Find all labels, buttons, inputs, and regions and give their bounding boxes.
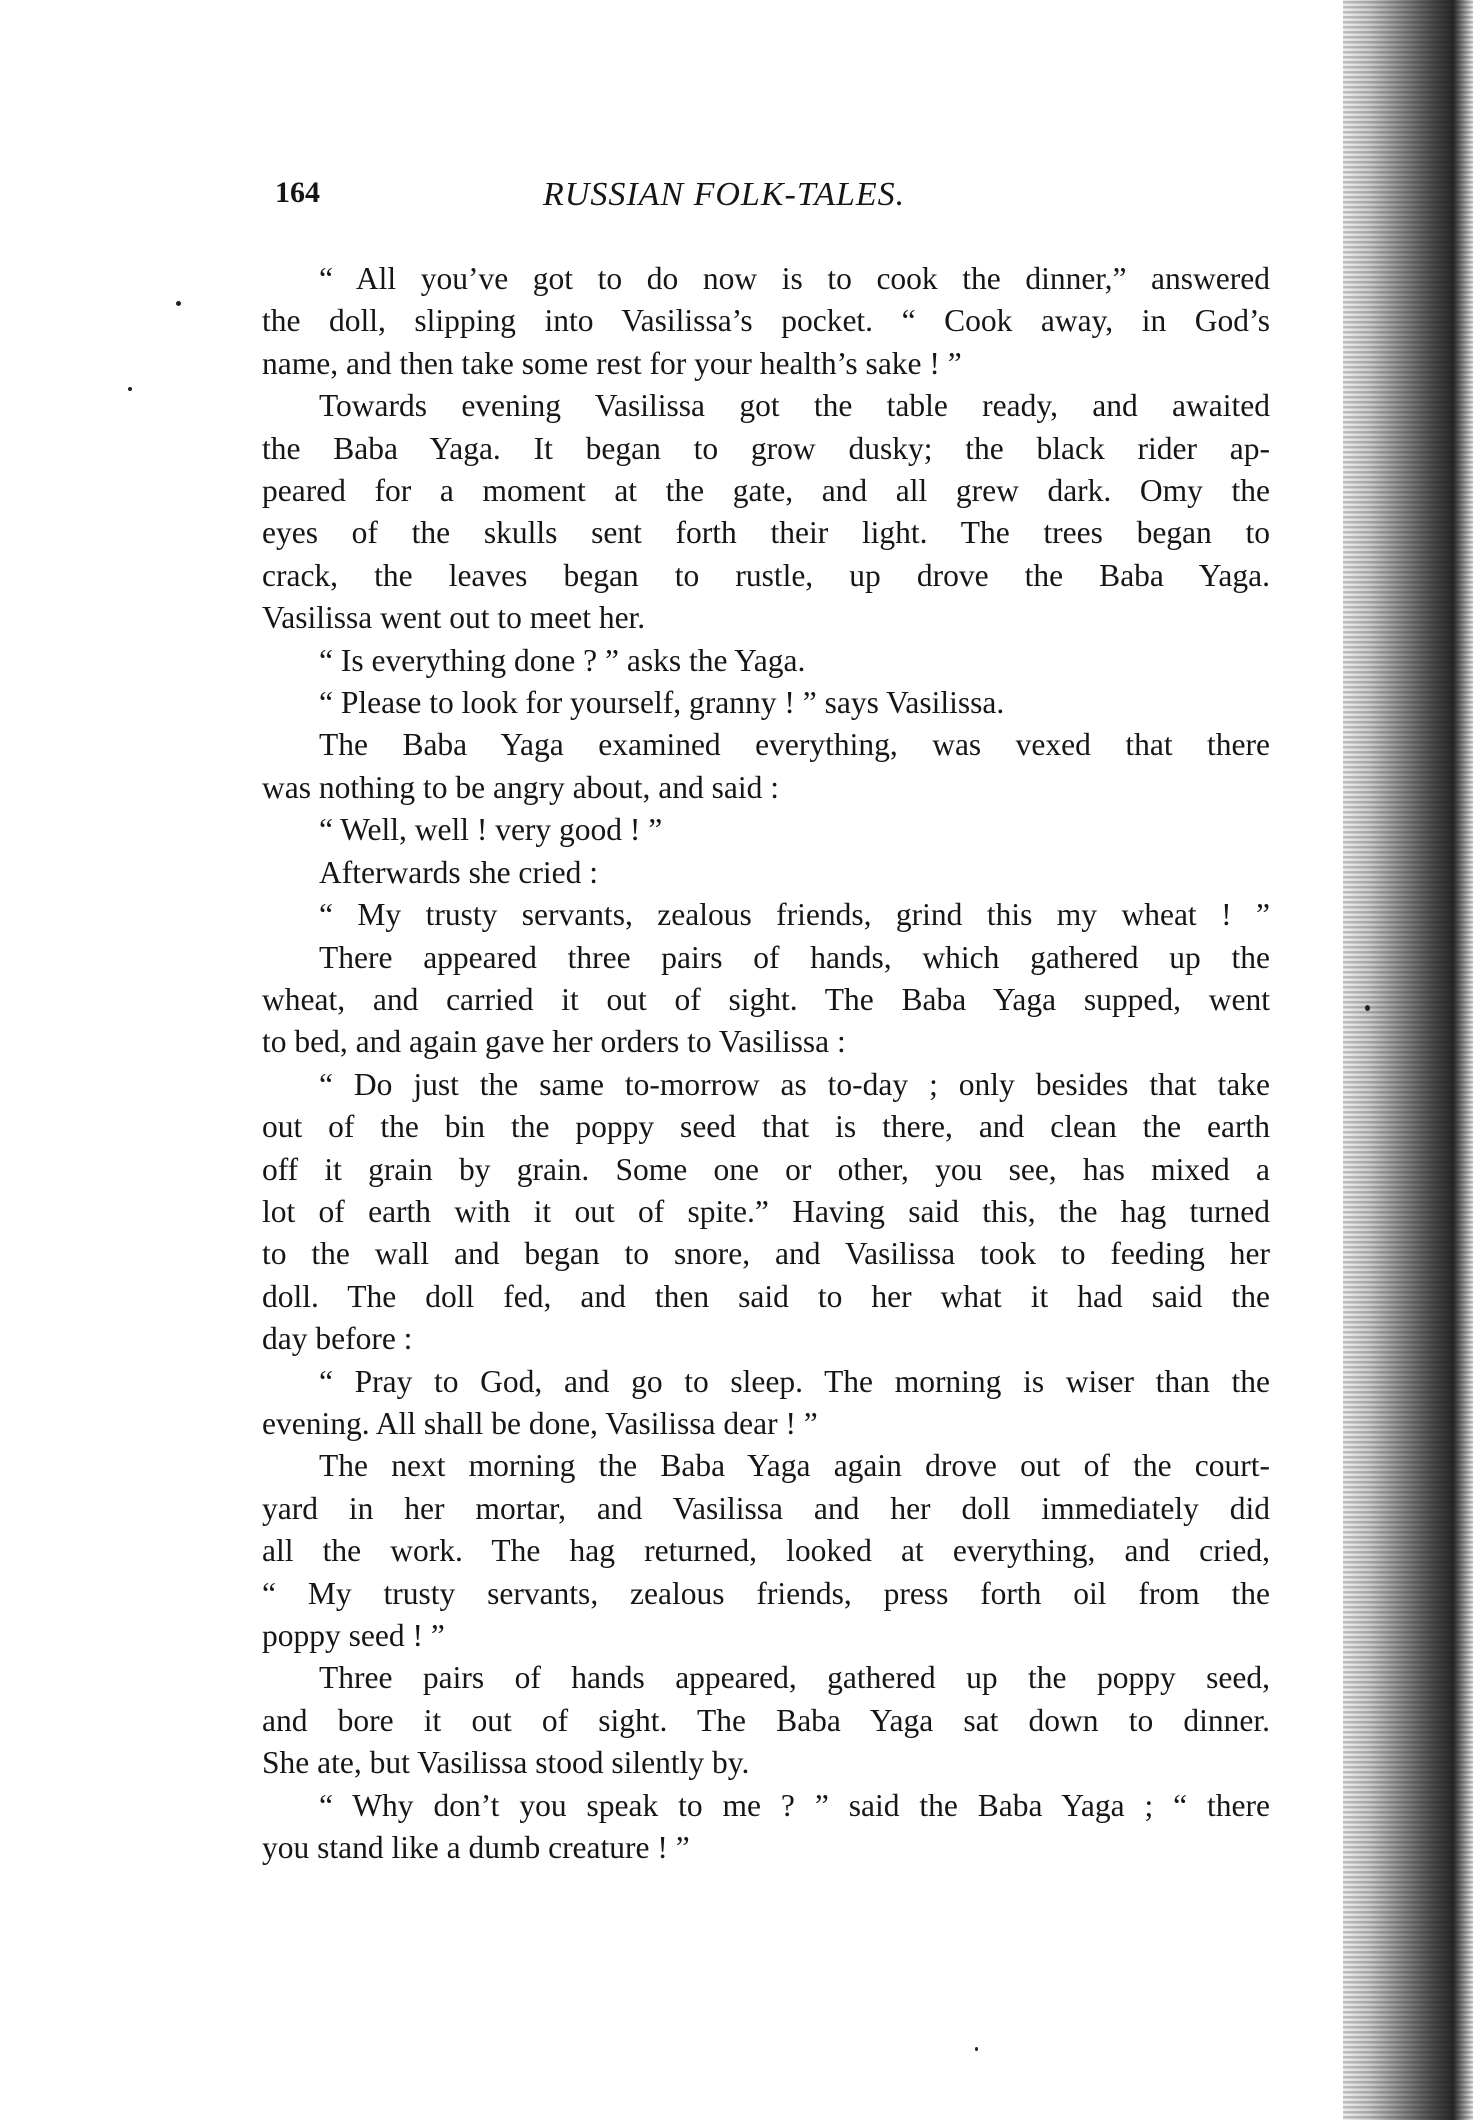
text-line: day before : [262, 1321, 413, 1357]
text-line: and bore it out of sight. The Baba Yaga sat down to dinner. [262, 1702, 1270, 1738]
text-line: Vasilissa went out to meet her. [262, 600, 646, 636]
print-speck [1365, 1005, 1370, 1011]
print-speck [176, 301, 181, 306]
text-line: evening. All shall be done, Vasilissa dear ! ” [262, 1405, 818, 1441]
text-line: There appeared three pairs of hands, which gathered up the [319, 939, 1270, 975]
text-line: name, and then take some rest for your health’s sake ! ” [262, 345, 962, 381]
text-line: the doll, slipping into Vasilissa’s pocket. “ Cook away, in God’s [262, 303, 1270, 339]
text-line: “ Why don’t you speak to me ? ” said the Baba Yaga ; “ there [319, 1787, 1270, 1823]
body-text [262, 258, 1270, 1869]
text-line: yard in her mortar, and Vasilissa and her doll immediately did [262, 1490, 1270, 1526]
text-line: peared for a moment at the gate, and all grew dark. Omy the [262, 473, 1270, 509]
text-line: “ Please to look for yourself, granny ! ” says Vasilissa. [319, 685, 1005, 721]
text-line: poppy seed ! ” [262, 1618, 445, 1653]
page-binding-edge [1343, 0, 1473, 2120]
text-line: “ All you’ve got to do now is to cook the dinner,” answered [319, 261, 1270, 296]
text-line: doll. The doll fed, and then said to her what it had said the [262, 1278, 1270, 1314]
text-line: Towards evening Vasilissa got the table ready, and awaited [319, 388, 1270, 424]
text-line: crack, the leaves began to rustle, up drove the Baba Yaga. [262, 557, 1270, 593]
text-line: was nothing to be angry about, and said : [262, 769, 780, 805]
text-line: She ate, but Vasilissa stood silently by. [262, 1745, 750, 1781]
text-line: off it grain by grain. Some one or other, you see, has mixed a [262, 1151, 1270, 1187]
text-line: wheat, and carried it out of sight. The Baba Yaga supped, went [262, 981, 1270, 1017]
text-line: “ My trusty servants, zealous friends, grind this my wheat ! ” [319, 897, 1270, 933]
print-speck [975, 2047, 978, 2051]
print-speck [128, 387, 132, 391]
text-line: all the work. The hag returned, looked at everything, and cried, [262, 1533, 1270, 1569]
text-line: to bed, and again gave her orders to Vasilissa : [262, 1024, 846, 1060]
text-line: the Baba Yaga. It began to grow dusky; the black rider ap- [262, 430, 1270, 466]
text-line: Three pairs of hands appeared, gathered up the poppy seed, [319, 1660, 1270, 1696]
page-number: 164 [275, 176, 320, 209]
running-title: RUSSIAN FOLK-TALES. [543, 176, 906, 213]
text-line: The Baba Yaga examined everything, was vexed that there [319, 727, 1270, 763]
text-line: “ My trusty servants, zealous friends, press forth oil from the [262, 1575, 1270, 1611]
text-line: out of the bin the poppy seed that is there, and clean the earth [262, 1109, 1270, 1145]
text-line: “ Pray to God, and go to sleep. The morning is wiser than the [319, 1363, 1270, 1399]
text-line: eyes of the skulls sent forth their light. The trees began to [262, 515, 1270, 551]
text-line: “ Is everything done ? ” asks the Yaga. [319, 642, 806, 678]
text-line: lot of earth with it out of spite.” Having said this, the hag turned [262, 1193, 1270, 1229]
text-line: you stand like a dumb creature ! ” [262, 1830, 690, 1866]
text-line: to the wall and began to snore, and Vasilissa took to feeding her [262, 1236, 1270, 1272]
text-line: The next morning the Baba Yaga again drove out of the court- [319, 1448, 1270, 1484]
text-line: “ Do just the same to-morrow as to-day ; only besides that take [319, 1066, 1270, 1102]
text-line: Afterwards she cried : [319, 854, 599, 890]
page-header [275, 176, 1035, 226]
text-line: “ Well, well ! very good ! ” [319, 812, 663, 848]
